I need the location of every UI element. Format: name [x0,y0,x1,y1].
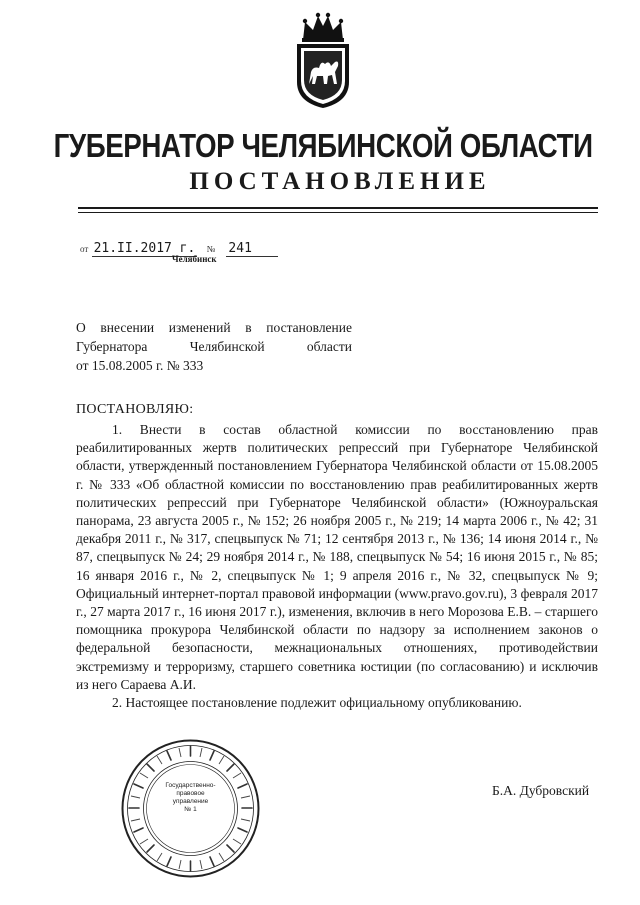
header-rule-thick [78,207,598,209]
number-prefix: № [206,244,216,254]
date-prefix: от [80,244,89,254]
stamp-text-line: № 1 [184,806,197,813]
signatory-name: Б.А. Дубровский [492,783,590,798]
document-body [76,421,598,712]
official-stamp [118,736,263,881]
decree-word: ПОСТАНОВЛЯЮ: [76,402,194,417]
subject-line: от 15.08.2005 г. № 333 [76,358,204,373]
stamp-center-text [163,782,218,814]
issuing-authority: ГУБЕРНАТОР ЧЕЛЯБИНСКОЙ ОБЛАСТИ [53,127,593,164]
document-number: 241 [226,241,278,257]
subject-line: Губернатора Челябинской области [76,339,352,354]
coat-of-arms-icon [293,10,353,110]
document-subject [76,318,352,375]
body-paragraph: 2. Настоящее постановление подлежит официальному опубликованию. [112,695,522,711]
subject-line: О внесении изменений в постановление [76,320,352,335]
document-type: ПОСТАНОВЛЕНИЕ [189,168,491,195]
stamp-text-line: Государственно- [165,782,216,789]
city-label: Челябинск [172,254,217,264]
header-rule-thin [78,212,598,213]
body-paragraph: 1. Внести в состав областной комиссии по восстановлению прав реабилитированных жертв политических репрессий при Губернаторе Челябинской области, утвержденный постановлением Губернатора Челябинской области от 15.08.2005 г. № 333 «Об областной комиссии по восстановлению прав реабилитированных жертв политических репрессий при Губернаторе Челябинской области» (Южноуральская панорама, 23 августа 2005 г., № 152; 26 ноября 2005 г., № 219; 14 марта 2006 г., № 42; 31 декабря 2011 г., № 317, спецвыпуск № 71; 12 сентября 2013 г., № 136; 14 июня 2014 г., № 87, спецвыпуск № 24; 29 ноября 2014 г., № 188, спецвыпуск № 54; 16 июня 2015 г., № 85; 16 января 2016 г., № 2, спецвыпуск № 1; 9 апреля 2016 г., № 32, спецвыпуск № 9; Официальный интернет-портал правовой информации (www.pravo.gov.ru), 3 февраля 2017 г., 27 марта 2017 г., 16 июня 2017 г.), изменения, включив в него Морозова Е.В. – старшего помощника прокурора Челябинской области по надзору за исполнением законов о федеральной безопасности, межнациональных отношениях, противодействии экстремизму и терроризму, старшего советника юстиции (по согласованию) и исключив из него Сараева А.И. [76,422,598,692]
stamp-text-line: управление [172,798,209,805]
document-date: 21.II.2017 г. [93,241,196,256]
stamp-text-line: правовое [176,790,205,797]
